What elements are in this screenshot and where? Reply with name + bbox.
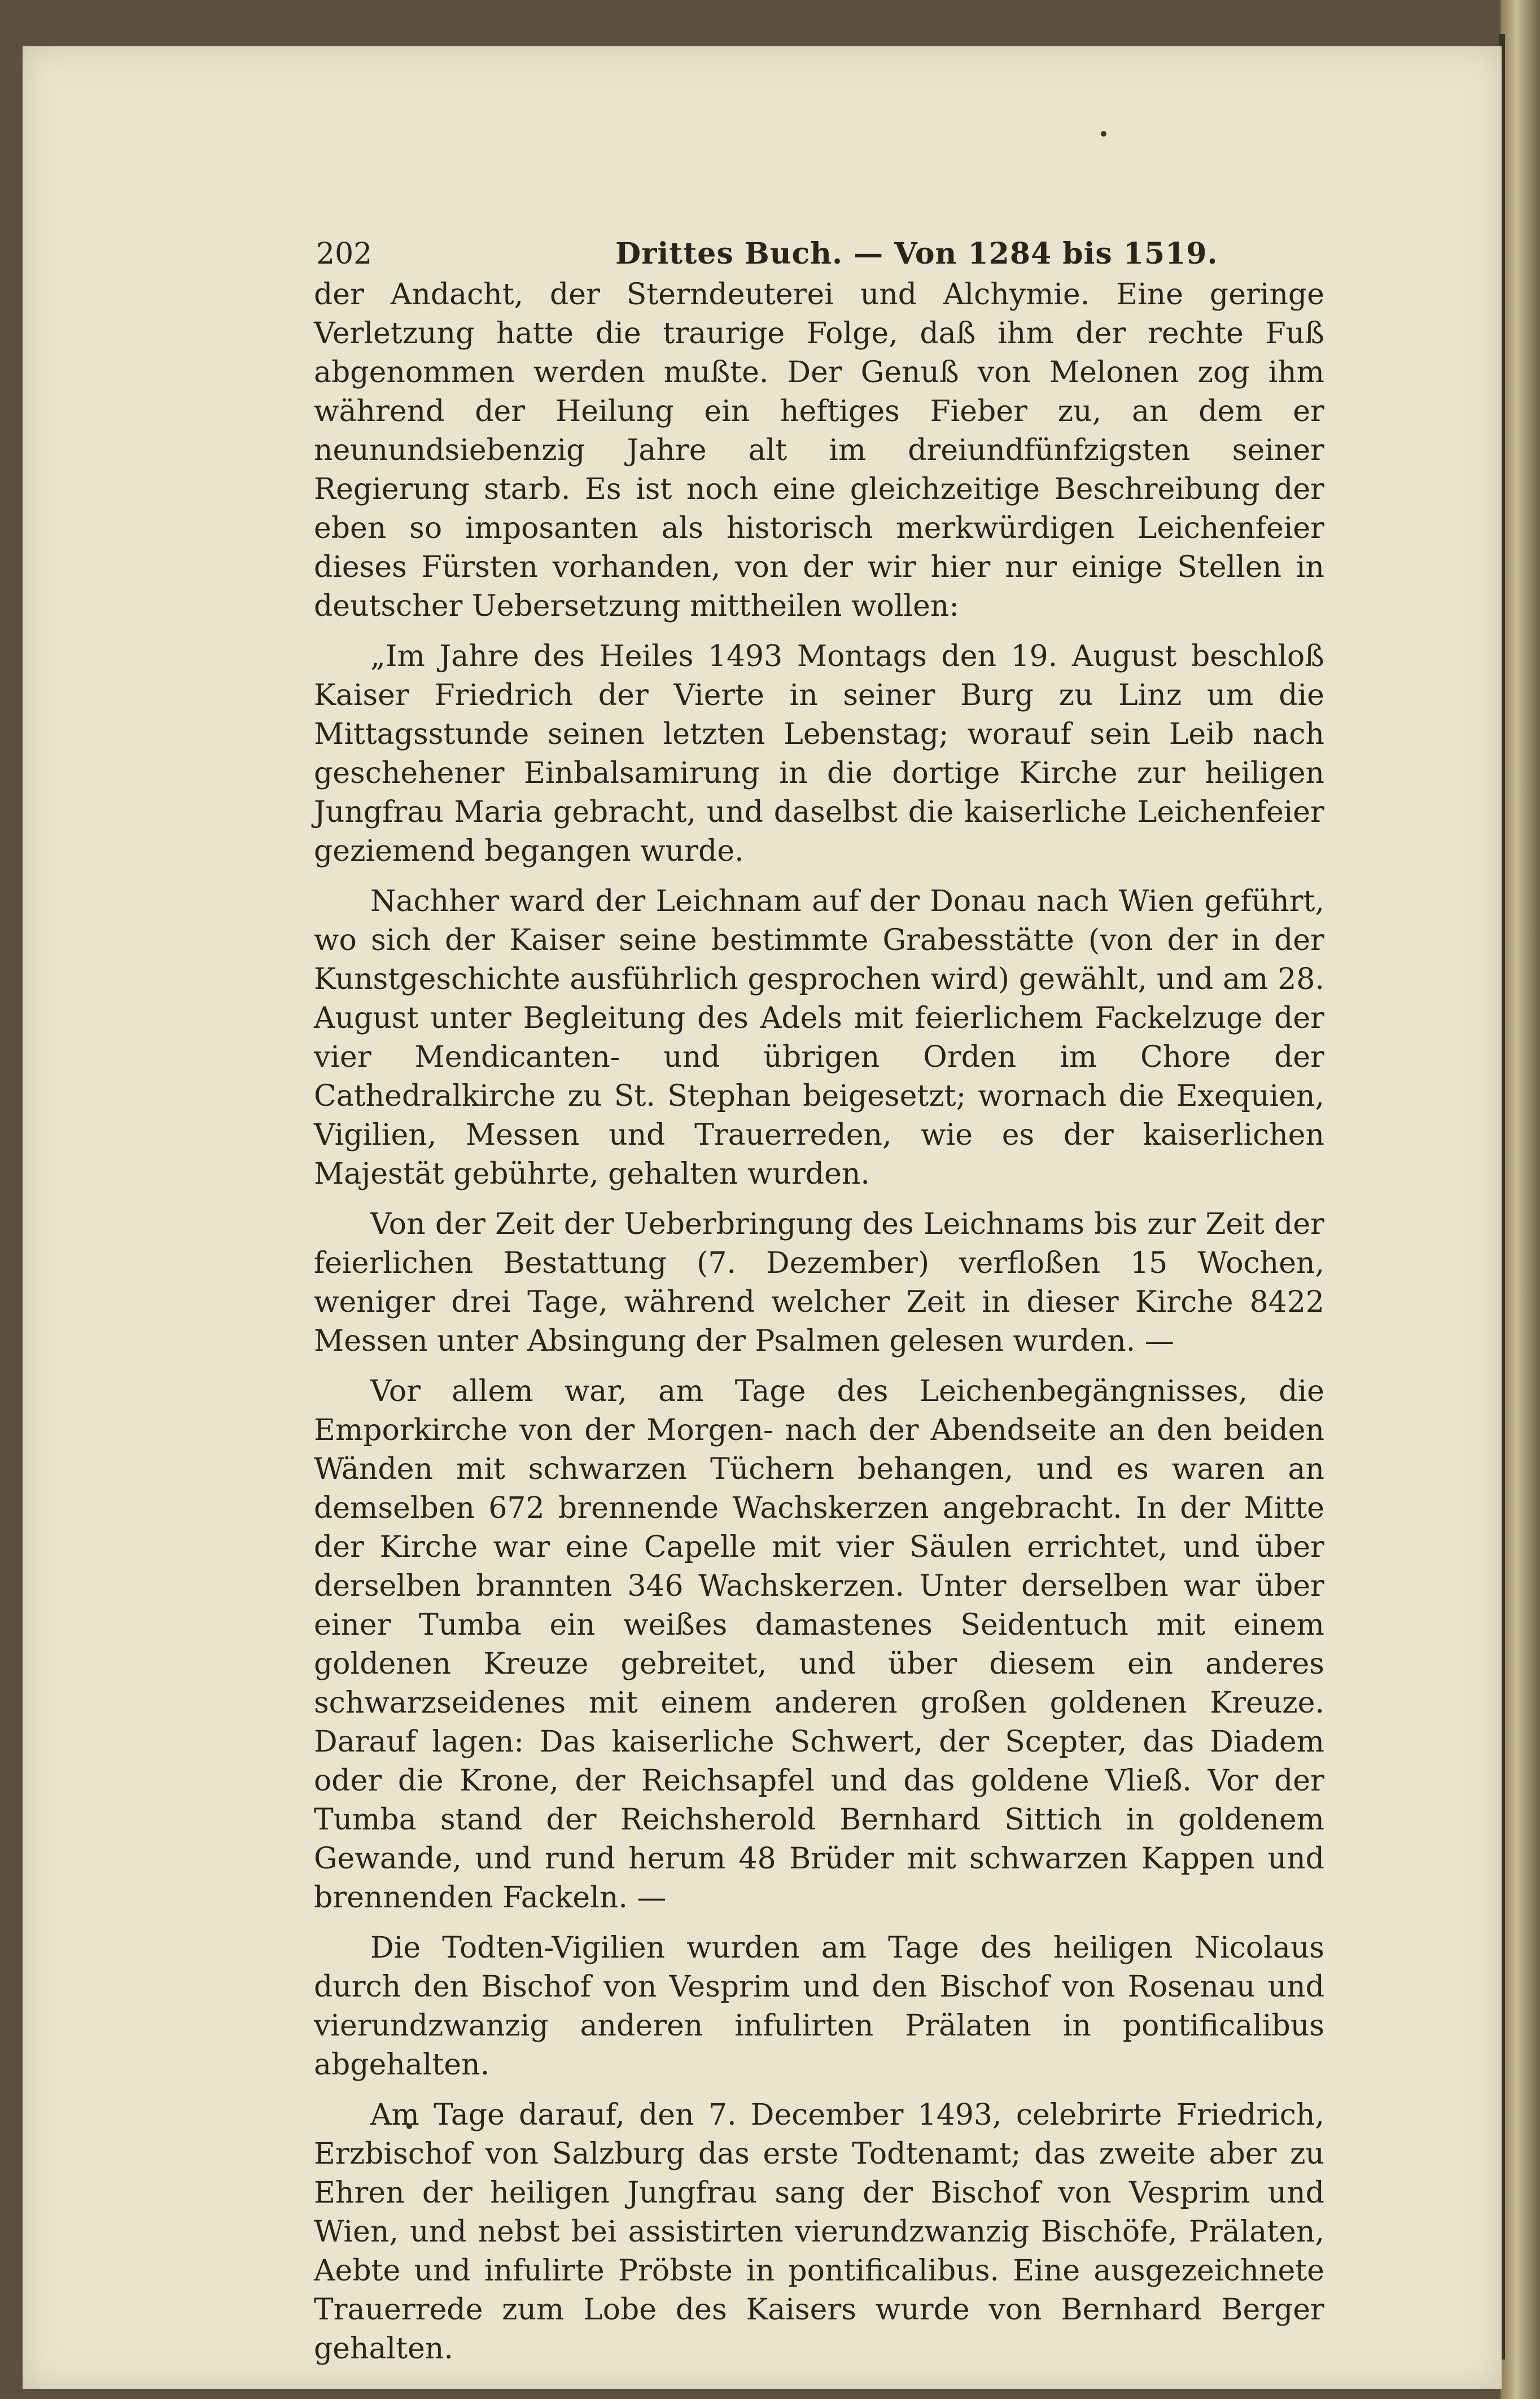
- paragraph-2: „Im Jahre des Heiles 1493 Montags den 19. August beschloß Kaiser Friedrich der Vierte in seiner Burg zu Linz um die Mittagsstunde seinen letzten Lebenstag; worauf sein Leib nach geschehener Einbalsamirung in die dortige Kirche zur heiligen Jungfrau Maria gebracht, und daselbst die kaiserliche Leichenfeier geziemend begangen wurde.: [314, 640, 1324, 868]
- page-header: [316, 231, 1338, 277]
- running-head: Drittes Buch. — Von 1284 bis 1519.: [615, 237, 1218, 271]
- paragraph-7: Am Tage darauf, den 7. December 1493, celebrirte Friedrich, Erzbischof von Salzburg das erste Todtenamt; das zweite aber zu Ehren der heiligen Jungfrau sang der Bischof von Vesprim und Wien, und nebst bei assistirten vierundzwanzig Bischöfe, Prälaten, Aebte und infulirte Pröbste in pontificalibus. Eine ausgezeichnete Trauerrede zum Lobe des Kaisers wurde von Bernhard Berger gehalten.: [314, 2098, 1324, 2366]
- page-number: 202: [316, 237, 373, 271]
- paragraph-4: Von der Zeit der Ueberbringung des Leichnams bis zur Zeit der feierlichen Bestattung (7. Dezember) verfloßen 15 Wochen, weniger drei Tage, während welcher Zeit in dieser Kirche 8422 Messen unter Absingung der Psalmen gelesen wurden. —: [314, 1207, 1324, 1358]
- book-spine: [1500, 0, 1540, 2399]
- paragraph-5: Vor allem war, am Tage des Leichenbegängnisses, die Emporkirche von der Morgen- nach der Abendseite an den beiden Wänden mit schwarzen Tüchern behangen, und es waren an demselben 672 brennende Wachskerzen angebracht. In der Mitte der Kirche war eine Capelle mit vier Säulen errichtet, und über derselben brannten 346 Wachskerzen. Unter derselben war über einer Tumba ein weißes damastenes Seidentuch mit einem goldenen Kreuze gebreitet, und über diesem ein anderes schwarzseidenes mit einem anderen großen goldenen Kreuze. Darauf lagen: Das kaiserliche Schwert, der Scepter, das Diadem oder die Krone, der Reichsapfel und das goldene Vließ. Vor der Tumba stand der Reichsherold Bernhard Sittich in goldenem Gewande, und rund herum 48 Brüder mit schwarzen Kappen und brennenden Fackeln. —: [314, 1374, 1324, 1915]
- paragraph-3: Nachher ward der Leichnam auf der Donau nach Wien geführt, wo sich der Kaiser seine bestimmte Grabesstätte (von der in der Kunstgeschichte ausführlich gesprochen wird) gewählt, und am 28. August unter Begleitung des Adels mit feierlichem Fackelzuge der vier Mendicanten- und übrigen Orden im Chore der Cathedralkirche zu St. Stephan beigesetzt; wornach die Exequien, Vigilien, Messen und Trauerreden, wie es der kaiserlichen Majestät gebührte, gehalten wurden.: [314, 885, 1324, 1191]
- paper-speck: [1101, 131, 1106, 137]
- paragraph-1: der Andacht, der Sterndeuterei und Alchymie. Eine geringe Verletzung hatte die traurige Folge, daß ihm der rechte Fuß abgenommen werden mußte. Der Genuß von Melonen zog ihm während der Heilung ein heftiges Fieber zu, an dem er neunundsiebenzig Jahre alt im dreiundfünfzigsten seiner Regierung starb. Es ist noch eine gleichzeitige Beschreibung der eben so imposanten als historisch merkwürdigen Leichenfeier dieses Fürsten vorhanden, von der wir hier nur einige Stellen in deutscher Uebersetzung mittheilen wollen:: [314, 278, 1324, 623]
- paragraph-6: Die Todten-Vigilien wurden am Tage des heiligen Nicolaus durch den Bischof von Vesprim und den Bischof von Rosenau und vierundzwanzig anderen infulirten Prälaten in pontificalibus abgehalten.: [314, 1931, 1324, 2082]
- body-text: [314, 275, 1324, 2380]
